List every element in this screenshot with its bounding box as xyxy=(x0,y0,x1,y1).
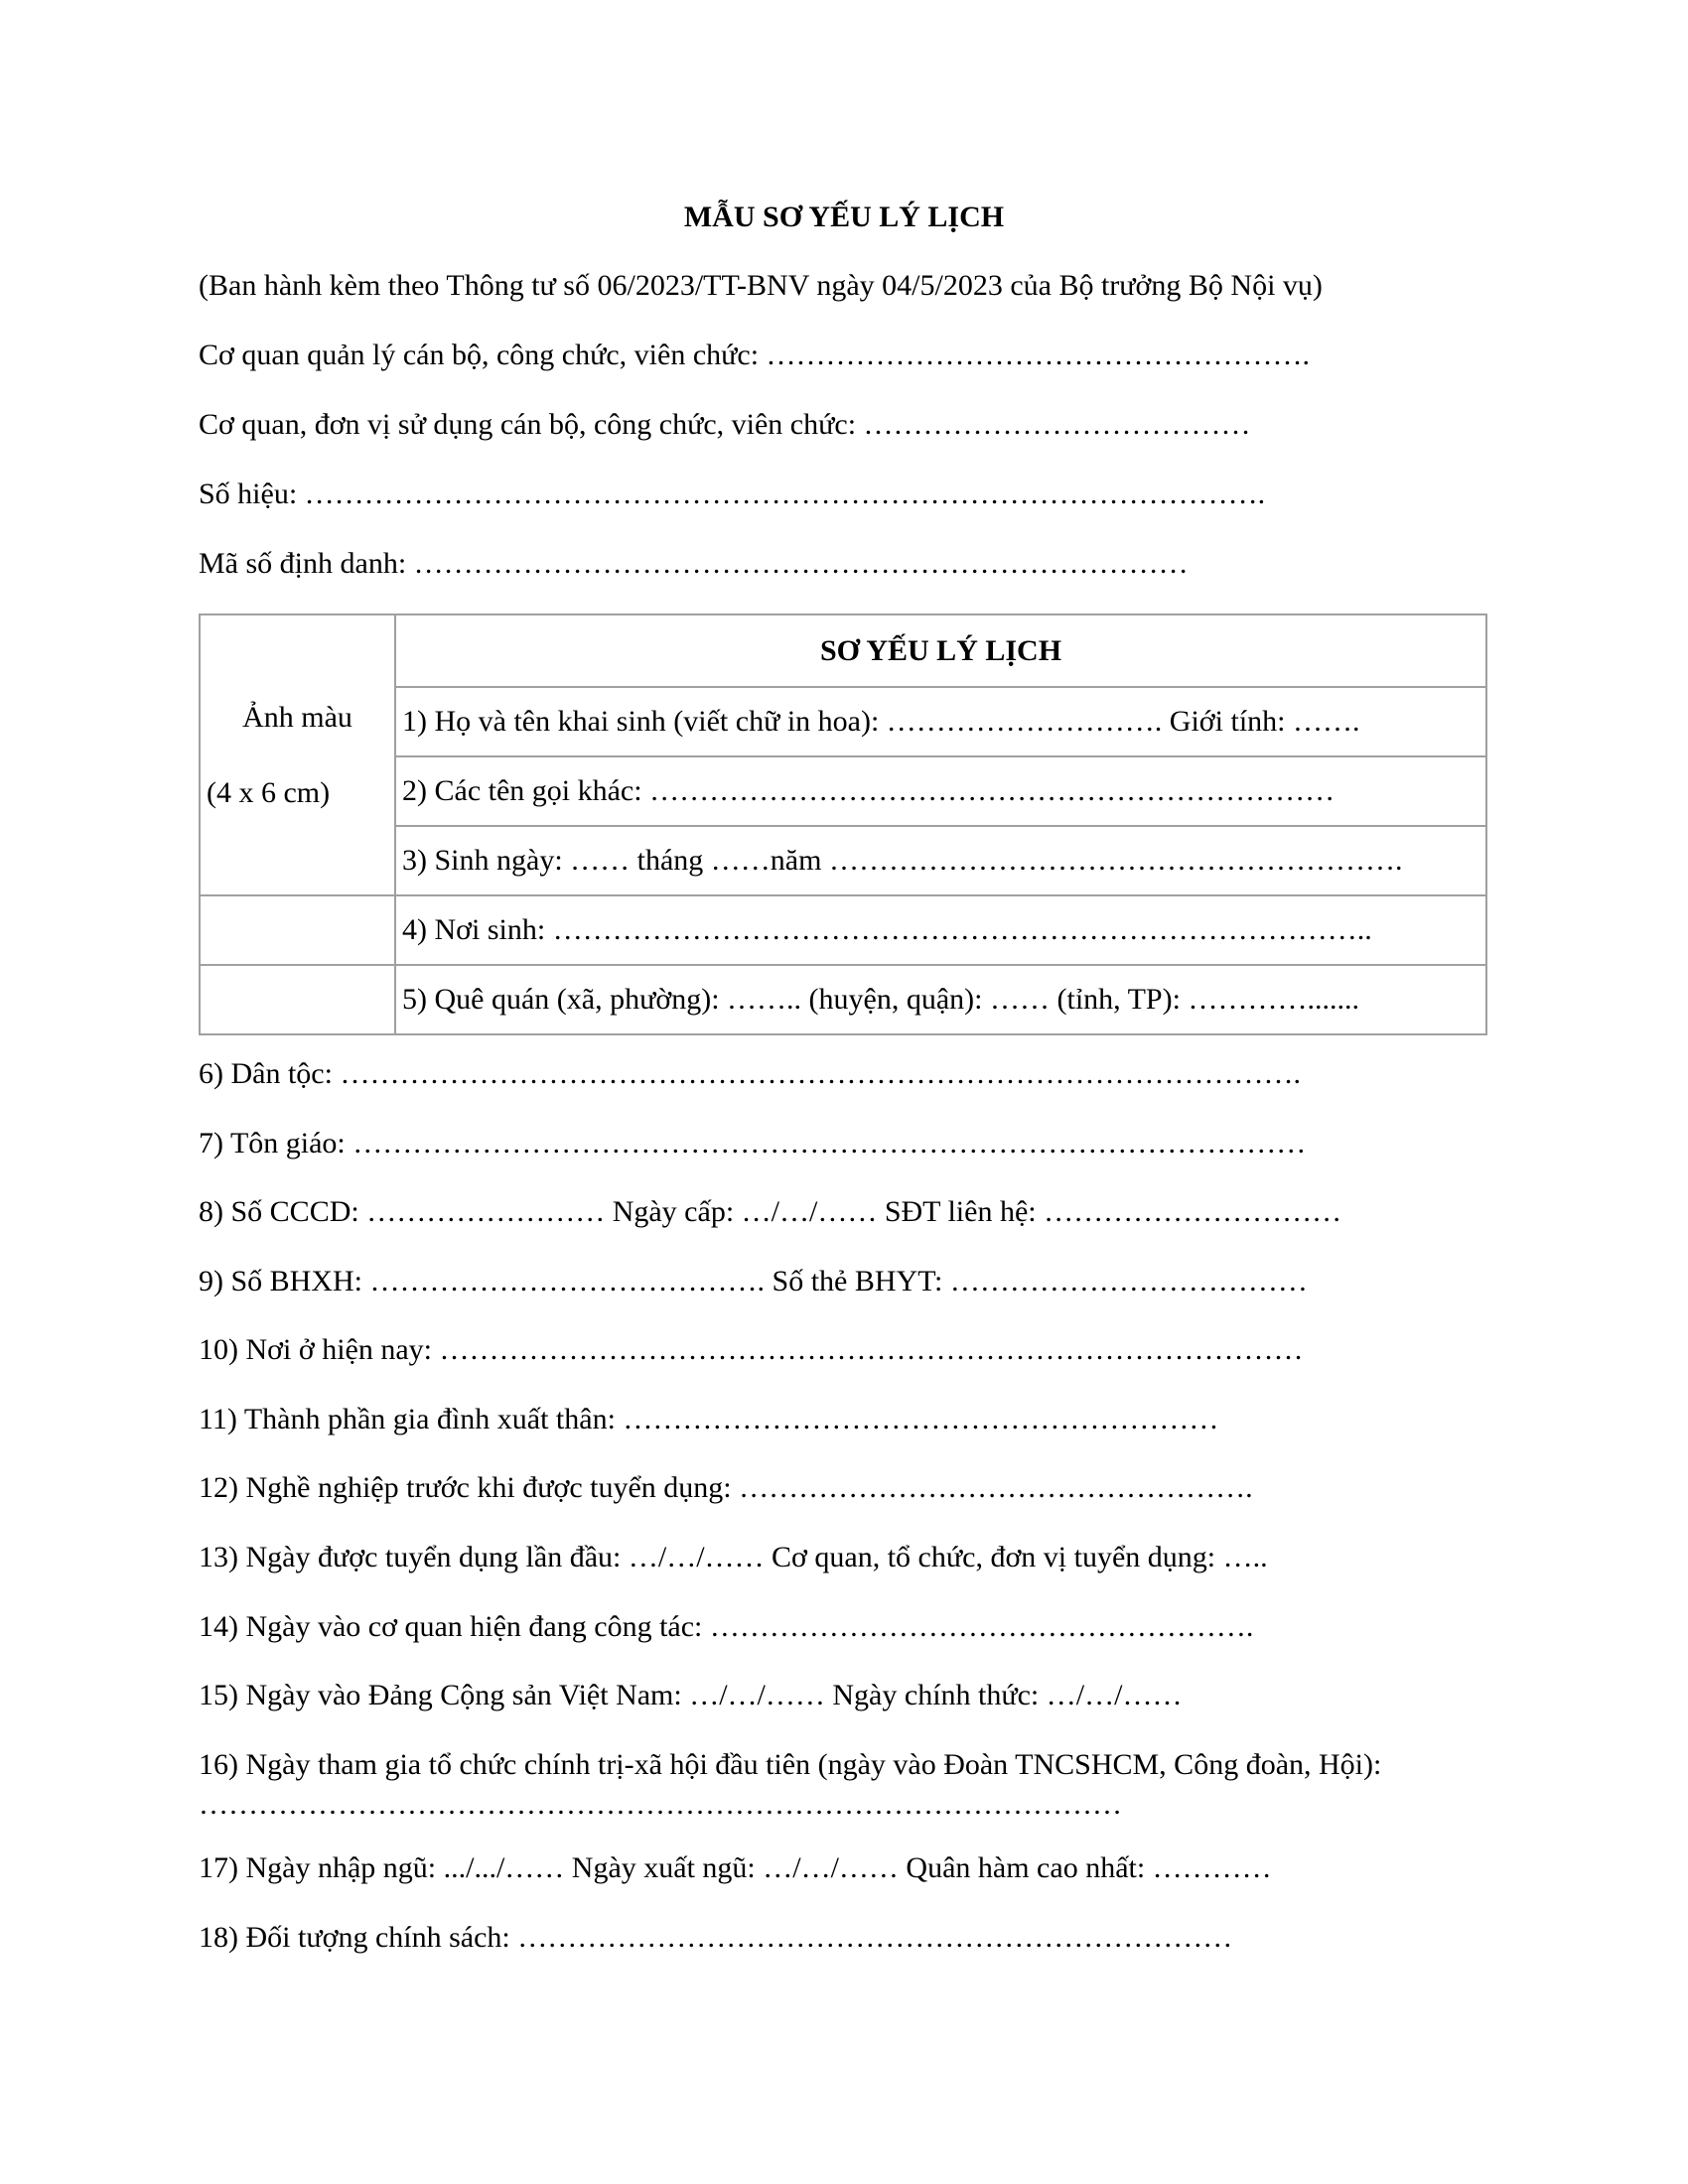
managing-agency-field: Cơ quan quản lý cán bộ, công chức, viên chức: ………………………………………………. xyxy=(199,339,1311,371)
military-service-field: 17) Ngày nhập ngũ: .../.../…… Ngày xuất ngũ: …/…/…… Quân hàm cao nhất: ………… xyxy=(199,1851,1272,1884)
current-agency-date-field: 14) Ngày vào cơ quan hiện đang công tác: ………………………………………………. xyxy=(199,1610,1254,1643)
employing-unit-field: Cơ quan, đơn vị sử dụng cán bộ, công chức, viên chức: ………………………………… xyxy=(199,408,1251,441)
previous-occupation-field: 12) Nghề nghiệp trước khi được tuyển dụng: ……………………………………………. xyxy=(199,1471,1253,1504)
other-names-field: 2) Các tên gọi khác: …………………………………………………………… xyxy=(395,756,1486,826)
citizen-id-field: 8) Số CCCD: …………………… Ngày cấp: …/…/…… SĐT liên hệ: ………………………… xyxy=(199,1195,1342,1228)
identifier-code-field: Mã số định danh: …………………………………………………………………… xyxy=(199,547,1189,580)
photo-size-label: (4 x 6 cm) xyxy=(207,775,331,809)
subtitle: (Ban hành kèm theo Thông tư số 06/2023/TT-BNV ngày 04/5/2023 của Bộ trưởng Bộ Nội vụ) xyxy=(199,269,1323,302)
empty-cell xyxy=(200,895,395,965)
hometown-field: 5) Quê quán (xã, phường): …….. (huyện, quận): …… (tỉnh, TP): …………....... xyxy=(395,965,1486,1034)
birthplace-field: 4) Nơi sinh: ……………………………………………………………………….. xyxy=(395,895,1486,965)
religion-field: 7) Tôn giáo: …………………………………………………………………………………… xyxy=(199,1127,1307,1160)
ethnicity-field: 6) Dân tộc: ……………………………………………………………………………………. xyxy=(199,1057,1301,1090)
table-heading: SƠ YẾU LÝ LỊCH xyxy=(395,614,1486,687)
birth-date-field: 3) Sinh ngày: …… tháng ……năm …………………………………………………. xyxy=(395,826,1486,895)
photo-cell xyxy=(200,614,395,895)
current-residence-field: 10) Nơi ở hiện nay: …………………………………………………………………………… xyxy=(199,1333,1304,1366)
photo-label: Ảnh màu xyxy=(242,700,352,734)
document-title: MẪU SƠ YẾU LÝ LỊCH xyxy=(683,201,1005,233)
full-name-field: 1) Họ và tên khai sinh (viết chữ in hoa): ………………………. Giới tính: ……. xyxy=(395,687,1486,756)
empty-cell xyxy=(200,965,395,1034)
policy-subject-field: 18) Đối tượng chính sách: ……………………………………………………………… xyxy=(199,1921,1233,1954)
family-background-field: 11) Thành phần gia đình xuất thân: …………………………………………………… xyxy=(199,1403,1219,1435)
social-insurance-field: 9) Số BHXH: …………………………………. Số thẻ BHYT: ……………………………… xyxy=(199,1265,1308,1297)
political-organization-field: 16) Ngày tham gia tổ chức chính trị-xã hội đầu tiên (ngày vào Đoàn TNCSHCM, Công đoàn, Hội): ………………………………………………………………………………… xyxy=(199,1748,1382,1821)
party-admission-field: 15) Ngày vào Đảng Cộng sản Việt Nam: …/…/…… Ngày chính thức: …/…/…… xyxy=(199,1679,1183,1711)
profile-table xyxy=(199,614,1487,1035)
id-number-field: Số hiệu: ……………………………………………………………………………………. xyxy=(199,478,1266,510)
first-recruitment-field: 13) Ngày được tuyển dụng lần đầu: …/…/…… Cơ quan, tổ chức, đơn vị tuyển dụng: ….. xyxy=(199,1541,1268,1573)
